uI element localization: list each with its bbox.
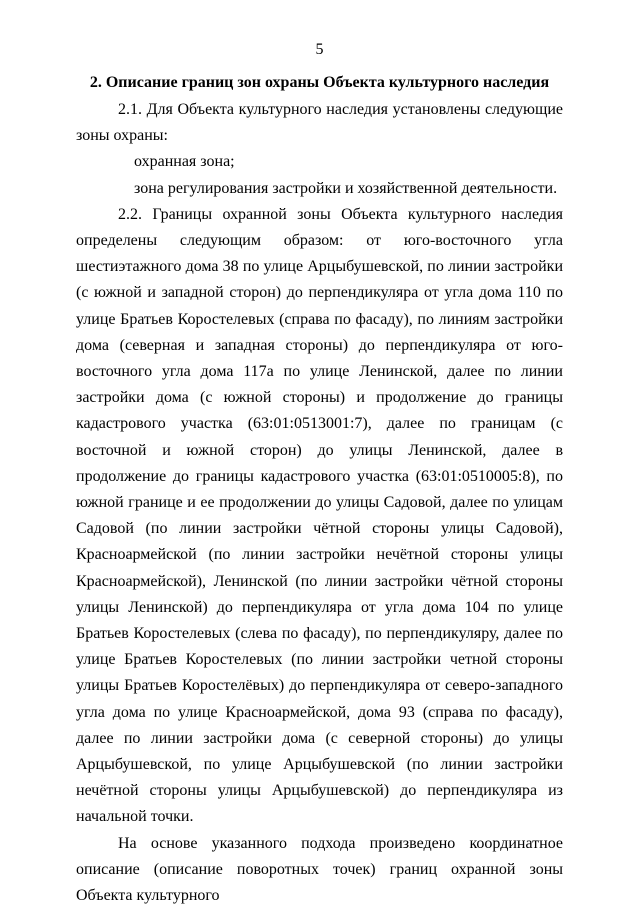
document-page (76, 0, 563, 905)
list-item-protection-zone: охранная зона; (134, 153, 235, 171)
document-body (76, 97, 563, 909)
paragraph-2-2: 2.2. Границы охранной зоны Объекта культурного наследия определены следующим образом: от юго-восточного угла шестиэтажного дома 38 по улице Арцыбушевской, по линии застройки (с южной и западной сторон) до перпендикуляра от угла дома 110 по улице Братьев Коростелевых (справа по фасаду), по линиям застройки дома (северная и западная стороны) до перпендикуляра от юго-восточного угла дома 117а по улице Ленинской, далее по линии застройки дома (с южной стороны) и продолжение до границы кадастрового участка (63:01:0513001:7), далее по границам (с восточной и южной сторон) до улицы Ленинской, далее в продолжение до границы кадастрового участка (63:01:0510005:8), по южной границе и ее продолжении до улицы Садовой, далее по улицам Садовой (по линии застройки чётной стороны улицы Садовой), Красноармейской (по линии застройки нечётной стороны улицы Красноармейской), Ленинской (по линии застройки чётной стороны улицы Ленинской) до перпендикуляра от угла дома 104 по улице Братьев Коростелевых (слева по фасаду), по перпендикуляру, далее по улице Братьев Коростелевых (по линии застройки четной стороны улицы Братьев Коростелёвых) до перпендикуляра от северо-западного угла дома по улице Красноармейской, дома 93 (справа по фасаду), далее по линии застройки дома (с северной стороны) до улицы Арцыбушевской, по улице Арцыбушевской (по линии застройки нечётной стороны улицы Арцыбушевской) до перпендикуляра из начальной точки. (76, 205, 563, 826)
page-number: 5 (315, 41, 324, 58)
list-item-regulation-zone: зона регулирования застройки и хозяйственной деятельности. (134, 179, 558, 197)
paragraph-2-1: 2.1. Для Объекта культурного наследия установлены следующие зоны охраны: (76, 101, 563, 145)
paragraph-coordinate-description: На основе указанного подхода произведено координатное описание (описание поворотных точек) границ охранной зоны Объекта культурного (76, 834, 563, 905)
section-title: 2. Описание границ зон охраны Объекта культурного наследия (89, 74, 550, 91)
